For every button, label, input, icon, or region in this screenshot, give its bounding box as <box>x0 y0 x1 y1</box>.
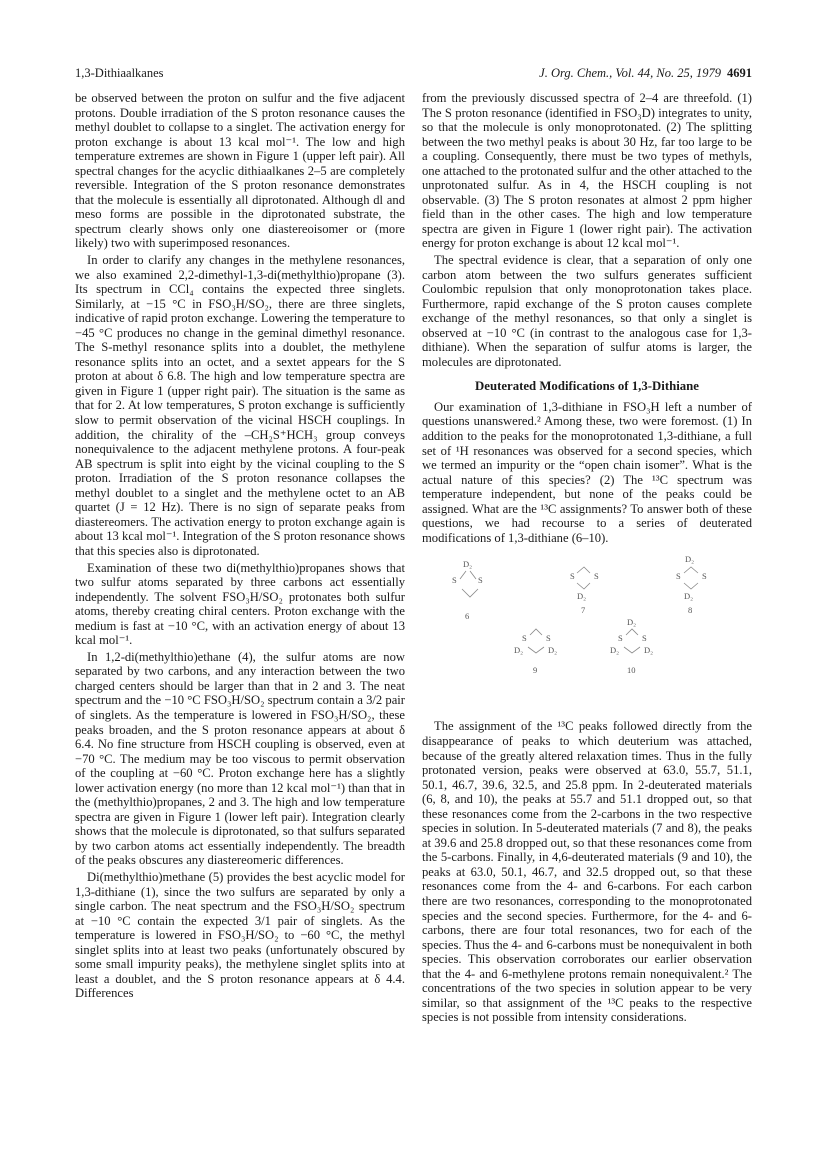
atom-s: S <box>702 571 707 582</box>
paragraph: Our examination of 1,3-dithiane in FSO₃H left a number of questions unanswered.² Among these, two were foremost. (1) In addition to the peaks for the monoprotonated 1,3-dithiane, a full set of ¹H resonances was observed for a second species, which we termed an impurity or the “open chain isomer”. What is the actual nature of this species? (2) The ¹³C spectrum was temperature independent, but none of the peaks could be assigned. What are the ¹³C assignments? To answer both of these questions, we had recourse to a series of deuterated modifications of 1,3-dithiane (6–10). <box>422 399 752 545</box>
left-column <box>75 91 405 1001</box>
paragraph: The spectral evidence is clear, that a separation of only one carbon atom between the two sulfurs generates sufficient Coulombic repulsion that only monoprotonation takes place. Furthermore, rapid exchange of the S proton causes complete exchange of the methyl resonances, so that only a singlet is observed at −10 °C (in contrast to the analogous case for 1,3-dithiane). When the separation of sulfur atoms is larger, the molecules are diprotonated. <box>422 253 752 369</box>
ring-bonds-8 <box>684 567 698 589</box>
atom-s: S <box>546 633 551 644</box>
journal-citation <box>539 66 752 81</box>
compound-label: 9 <box>533 665 538 676</box>
atom-s: S <box>618 633 623 644</box>
atom-s: S <box>676 571 681 582</box>
ring-bonds-7 <box>577 567 590 589</box>
paragraph: from the previously discussed spectra of 2–4 are threefold. (1) The S proton resonance (identified in FSO₃D) integrates to unity, so that the molecule is only monoprotonated. (2) The splitting between the two methyl peaks is about 30 Hz, far too large to be a coupling. Consequently, there must be two types of methyls, one attached to the protonated sulfur and the other attached to the unprotonated sulfur. As in 4, the HSCH coupling is not observable. (3) The S proton resonates at almost 2 ppm higher field than in the other cases. The high and low temperature spectra are given in Figure 1 (lower right pair). The activation energy for proton exchange is about 12 kcal mol⁻¹. <box>422 91 752 251</box>
atom-d2: D₂ <box>463 559 473 570</box>
atom-d2: D₂ <box>644 645 654 656</box>
paragraph: In 1,2-di(methylthio)ethane (4), the sulfur atoms are now separated by two carbons, and any interaction between the two charged centers should be larger than that in 2 and 3. The neat spectrum and the −10 °C FSO₃H/SO₂ spectrum contain a 3/2 pair of singlets. As the temperature is lowered in FSO₃H/SO₂, these peaks broaden, and the S proton resonance appears at about δ 6.4. No fine structure from HSCH coupling is observed, even at −70 °C. The medium may be too viscous to permit observation of the coupling at −60 °C. Proton exchange here has a slightly lower activation energy (no more than 12 kcal mol⁻¹) than that in the (methylthio)propanes, 2 and 3. The high and low temperature spectra are given in Figure 1 (lower left pair). Integration clearly shows that the molecule is diprotonated, so that sulfurs separated by two carbon atoms act essentially independently. The breadth of the peaks obscures any diastereomeric differences. <box>75 649 405 868</box>
right-column <box>422 91 752 1025</box>
paragraph: Examination of these two di(methylthio)propanes shows that two sulfur atoms separated by three carbons act essentially independently. The solvent FSO₃H/SO₂ protonates both sulfur atoms, thereby creating chiral centers. Proton exchange with the medium is fast at −10 °C, with an activation energy of about 13 kcal mol⁻¹. <box>75 560 405 648</box>
journal-name: J. Org. Chem., Vol. 44, No. 25, 1979 <box>539 66 721 80</box>
running-title: 1,3-Dithiaalkanes <box>75 66 164 80</box>
section-heading: Deuterated Modifications of 1,3-Dithiane <box>475 379 699 394</box>
atom-s: S <box>478 575 483 586</box>
atom-d2: D₂ <box>627 617 637 628</box>
atom-d2: D₂ <box>577 591 587 602</box>
paragraph: In order to clarify any changes in the methylene resonances, we also examined 2,2-dimethyl-1,3-di(methylthio)propane (3). Its spectrum in CCl₄ contains the expected three singlets. Similarly, at −15 °C in FSO₃H/SO₂, there are three singlets, indicative of rapid proton exchange. Lowering the temperature to −45 °C produces no change in the geminal dimethyl resonance. The S-methyl resonance splits into a doublet, the methylene resonance splits into an octet, and a sextet appears for the S proton at about δ 6.8. The high and low temperature spectra are given in Figure 1 (upper right pair). The situation is the same as that for 2. At low temperatures, S proton exchange is sufficiently slow to permit observation of the vicinal HSCH couplings. In addition, the chirality of the –CH₂S⁺HCH₃ group conveys nonequivalence to the adjacent methylene protons. A four-peak AB spectrum is split into eight by the vicinal coupling to the S proton. Irradiation of the S proton resonance collapses the methyl doublet to a singlet and the methylene octet to an AB quartet (J = 12 Hz). There is no sign of separate peaks from diastereomers. The activation energy to proton exchange again is about 13 kcal mol⁻¹. Integration of the S proton resonance shows that this species also is diprotonated. <box>75 253 405 558</box>
atom-s: S <box>570 571 575 582</box>
atom-d2: D₂ <box>514 645 524 656</box>
atom-s: S <box>452 575 457 586</box>
atom-s: S <box>522 633 527 644</box>
paragraph: Di(methylthio)methane (5) provides the best acyclic model for 1,3-dithiane (1), since the two sulfurs are separated by only a single carbon. The neat spectrum and the FSO₃H/SO₂ spectrum at −10 °C contain the expected 3/1 pair of singlets. As the temperature is lowered in FSO₃H/SO₂ to −60 °C, the methyl singlet splits into at least two peaks (unfortunately obscured by some small impurity peaks), the methylene singlet splits into at least a doublet, and the S proton resonance appears at δ 4.4. Differences <box>75 869 405 1001</box>
ring-bonds-6 <box>460 571 478 597</box>
deuterated-dithiane-structures <box>422 549 752 713</box>
ring-bonds-10 <box>624 629 640 653</box>
page-number: 4691 <box>727 66 752 80</box>
compound-label: 8 <box>688 605 693 616</box>
atom-s: S <box>594 571 599 582</box>
compound-label: 7 <box>581 605 586 616</box>
structure-scheme <box>422 549 752 713</box>
atom-s: S <box>642 633 647 644</box>
running-header <box>75 66 752 82</box>
compound-label: 10 <box>627 665 636 676</box>
ring-bonds-9 <box>528 629 544 653</box>
compound-label: 6 <box>465 611 470 622</box>
paragraph: The assignment of the ¹³C peaks followed directly from the disappearance of peaks to which deuterium was attached, because of the greatly altered relaxation times. Thus in the fully protonated version, peaks were observed at 63.0, 55.7, 51.1, 50.1, 46.7, 39.6, 32.5, and 25.8 ppm. In 2-deuterated materials (6, 8, and 10), the peaks at 55.7 and 51.1 dropped out, so that these resonances come from the 2-carbons in the two respective species in solution. In 5-deuterated materials (7 and 8), the peaks at 39.6 and 25.8 dropped out, so that these resonances come from the 5-carbons. Finally, in 4,6-deuterated materials (9 and 10), the peaks at 63.0, 50.1, 46.7, and 32.5 dropped out, so that these resonances come from the 4- and 6-carbons. For each carbon there are two resonances, corresponding to the monoprotonated species and the second species. Furthermore, for the 4- and 6-carbons, there are four total resonances, two for each of the species. Thus the 4- and 6-carbons must be nonequivalent in both species. This observation corroborates our earlier observation that the 4- and 6-methylene protons remain nonequivalent.² The concentrations of the two species in solution appear to be very similar, so that assignment of the ¹³C peaks to the respective species is not possible from intensity considerations. <box>422 719 752 1025</box>
atom-d2: D₂ <box>610 645 620 656</box>
atom-d2: D₂ <box>548 645 558 656</box>
atom-d2: D₂ <box>685 554 695 565</box>
paragraph: be observed between the proton on sulfur and the five adjacent protons. Double irradiation of the S proton resonance causes the methyl doublet to collapse to a singlet. The activation energy for proton exchange is about 13 kcal mol⁻¹. The low and high temperature extremes are shown in Figure 1 (upper left pair). All spectral changes for the acyclic dithiaalkanes 2–5 are completely reversible. Integration of the S proton resonance demonstrates that the molecule is essentially all diprotonated. Although dl and meso forms are possible in the diprotonated substrate, the spectrum clearly shows only one diastereoisomer or (more likely) two with superimposed resonances. <box>75 91 405 251</box>
atom-d2: D₂ <box>684 591 694 602</box>
